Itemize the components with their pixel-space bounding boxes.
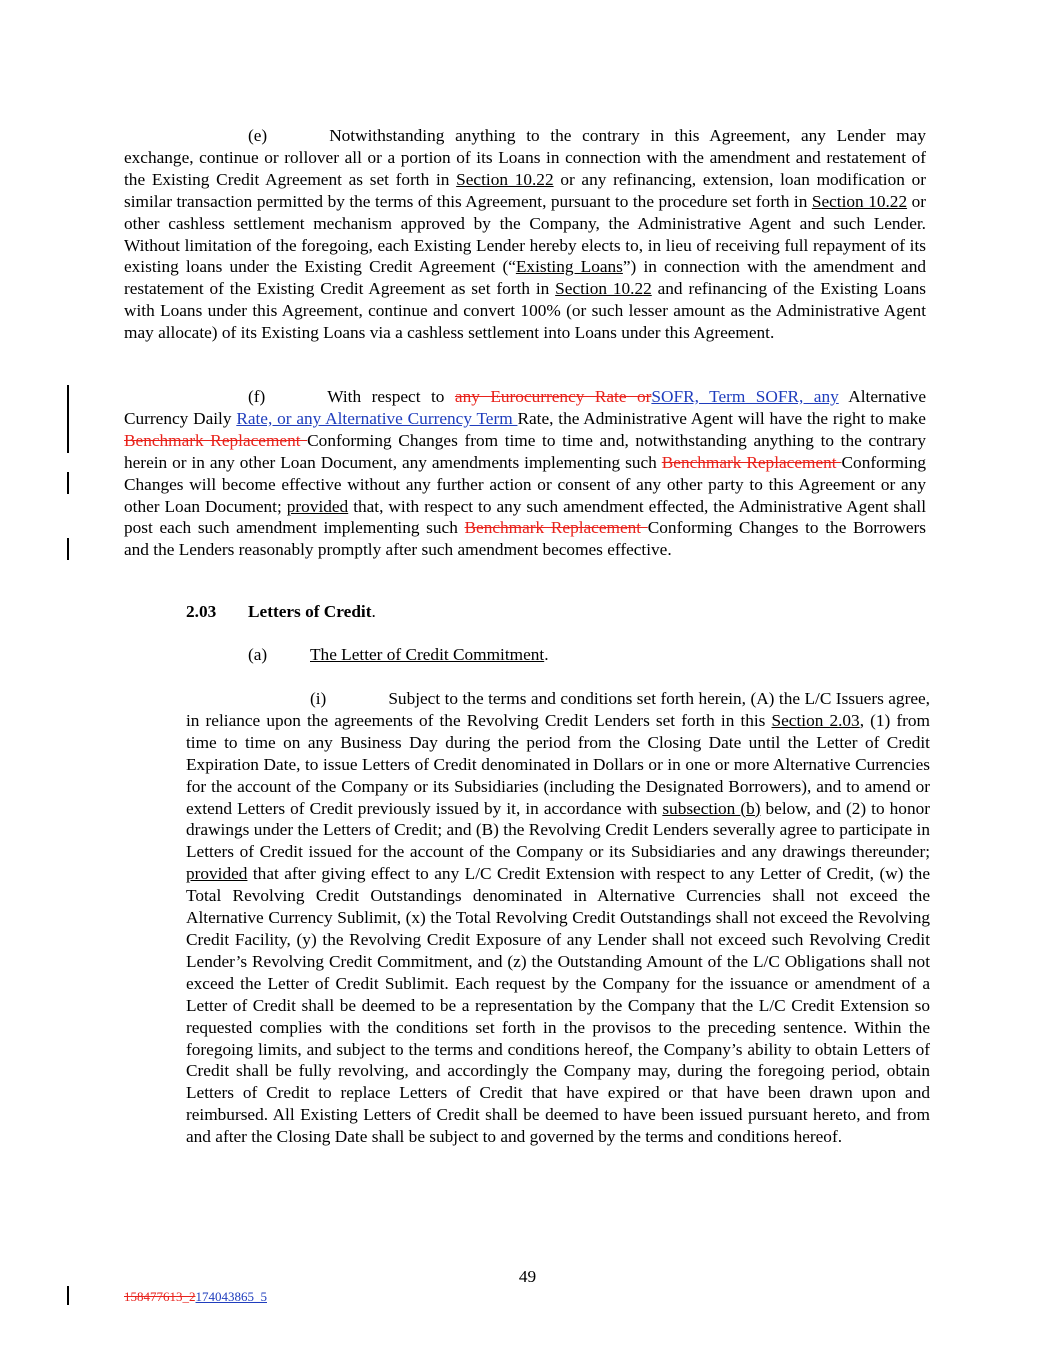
provided-term: provided (286, 496, 349, 516)
document-id (124, 1289, 267, 1305)
subsection-a-heading (248, 645, 549, 665)
paragraph-f (124, 386, 926, 561)
section-reference: Section 10.22 (811, 191, 908, 211)
change-bar (67, 472, 69, 494)
text: that, with respect to any such amendment effected, the Administrative Agent shall post each such amendment implementing such (124, 496, 926, 538)
section-heading (186, 602, 376, 622)
text: Conforming Changes from time to time and, notwithstanding anything to the contrary herein or in any other Loan Document, any amendments implementing such (124, 430, 926, 472)
text: and refinancing of the Existing Loans with Loans under this Agreement, continue and convert 100% (or such lesser amount as the Administrative Agent may allocate) of its Existing Loans via a cashless settlement into Loans under this Agreement. (124, 279, 926, 343)
section-number: 2.03 (186, 602, 217, 621)
section-reference: Section 10.22 (456, 169, 554, 189)
document-id-old: 158477613_2 (124, 1289, 196, 1304)
subsection-title: The Letter of Credit Commitment (310, 645, 545, 664)
change-bar (67, 385, 69, 453)
text: that after giving effect to any L/C Credit Extension with respect to any Letter of Credit, (w) the Total Revolving Credit Outstandings denominated in Alternative Currencies shall not exceed the Alternative Currency Sublimit, (x) the Total Revolving Credit Outstandings shall not exceed the Revolving Credit Facility, (y) the Revolving Credit Exposure of any Lender shall not exceed such Revolving Credit Lender’s Revolving Credit Commitment, and (z) the Outstanding Amount of the L/C Obligations shall not exceed the Letter of Credit Sublimit. Each request by the Company for the issuance or amendment of a Letter of Credit shall be deemed to be a representation by the Company that the L/C Credit Extension so requested complies with the conditions set forth in the provisos to the preceding sentence. Within the foregoing limits, and subject to the terms and conditions hereof, the Company’s ability to obtain Letters of Credit shall be fully revolving, and accordingly the Company may, during the foregoing period, obtain Letters of Credit to replace Letters of Credit that have expired or that have been drawn upon and reimbursed. All Existing Letters of Credit shall be deemed to have been issued pursuant hereto, and from and after the Closing Date shall be subject to and governed by the terms and conditions hereof. (186, 864, 930, 1147)
text: Conforming Changes will become effective without any further action or consent of any other party to this Agreement or any other Loan Document; (124, 452, 927, 516)
inserted-text: SOFR, Term SOFR, any (651, 387, 839, 406)
text: Conforming Changes to the Borrowers and the Lenders reasonably promptly after such amendment becomes effective. (124, 518, 926, 560)
deleted-text: Benchmark Replacement (464, 518, 648, 538)
section-title-period: . (371, 602, 376, 621)
provided-term: provided (186, 864, 248, 884)
defined-term: Existing Loans (515, 257, 623, 277)
text: Rate, the Administrative Agent will have the right to make (517, 408, 926, 428)
text: Subject to the terms and conditions set forth herein, (A) the L/C Issuers agree, in reliance upon the agreements of the Revolving Credit Lenders set forth in this (186, 689, 930, 730)
text: or other cashless settlement mechanism approved by the Company, the Administrative Agent and such Lender. Without limitation of the foregoing, each Existing Lender hereby elects to, in lieu of receiving full repayment of its existing loans under the Existing Credit Agreement (“ (124, 191, 926, 277)
paragraph-label: (e) (248, 126, 268, 145)
inserted-text: Rate, or any Alternative Currency Term (236, 408, 518, 428)
section-reference: Section 2.03 (771, 710, 860, 730)
text: or any refinancing, extension, loan modification or similar transaction permitted by the terms of this Agreement, pursuant to the procedure set forth in (124, 169, 927, 211)
subsection-title-period: . (544, 645, 549, 664)
paragraph-i (186, 688, 930, 1148)
paragraph-e (124, 125, 926, 344)
change-bar (67, 538, 69, 560)
text: below, and (2) to honor drawings under the Letters of Credit; and (B) the Revolving Credit Lenders severally agree to participate in Letters of Credit issued for the account of the Company or its Subsidiaries and any drawings thereunder; (186, 798, 930, 862)
change-bar (67, 1286, 69, 1305)
text: With respect to (327, 387, 455, 406)
section-reference: subsection (b) (662, 798, 761, 818)
subsection-label: (a) (248, 645, 268, 664)
section-title: Letters of Credit (248, 602, 372, 621)
deleted-text: Benchmark Replacement (124, 430, 308, 450)
deleted-text: any Eurocurrency Rate or (454, 387, 652, 406)
section-reference: Section 10.22 (555, 279, 652, 299)
page-number: 49 (518, 1267, 537, 1286)
paragraph-label: (f) (248, 387, 266, 406)
document-id-new: 174043865_5 (195, 1289, 267, 1304)
text: , (1) from time to time on any Business Day during the period from the Closing Date until the Letter of Credit Expiration Date, to issue Letters of Credit denominated in Dollars or in one or more Alternative Currencies for the account of the Company or its Subsidiaries (including the Designated Borrowers), and to amend or extend Letters of Credit previously issued by it, in accordance with (186, 710, 930, 818)
deleted-text: Benchmark Replacement (661, 452, 842, 472)
text: Notwithstanding anything to the contrary in this Agreement, any Lender may exchange, continue or rollover all or a portion of its Loans in connection with the amendment and restatement of the Existing Credit Agreement as set forth in (124, 126, 926, 189)
text: Alternative Currency Daily (124, 387, 926, 428)
paragraph-label: (i) (310, 689, 327, 708)
text: ”) in connection with the amendment and restatement of the Existing Credit Agreement as set forth in (124, 257, 926, 299)
